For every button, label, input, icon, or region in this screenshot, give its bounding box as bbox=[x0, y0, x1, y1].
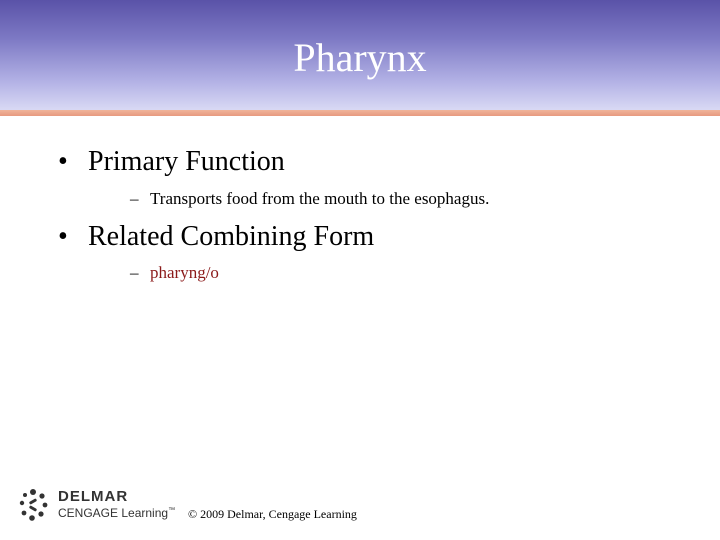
trademark-mark: ™ bbox=[168, 507, 176, 514]
bullet-glyph: • bbox=[58, 146, 68, 177]
bullet-primary-function bbox=[58, 145, 285, 179]
sub-item-combining-form bbox=[130, 262, 219, 284]
logo-cengage-text: CENGAGE Learning bbox=[58, 506, 169, 520]
logo-wordmark-cengage bbox=[58, 506, 175, 520]
delmar-logo-icon bbox=[18, 488, 48, 522]
slide-title: Pharynx bbox=[293, 35, 427, 80]
sub-glyph: – bbox=[130, 189, 139, 208]
bullet-combining-form bbox=[58, 220, 374, 254]
bullet-label: Related Combining Form bbox=[88, 221, 375, 252]
title-accent-rule bbox=[0, 110, 720, 116]
sub-item-text: pharyng/o bbox=[150, 263, 219, 282]
sub-item-function bbox=[130, 188, 489, 210]
bullet-glyph: • bbox=[58, 221, 68, 252]
copyright-notice: © 2009 Delmar, Cengage Learning bbox=[188, 507, 357, 521]
sub-glyph: – bbox=[130, 263, 139, 282]
sub-item-text: Transports food from the mouth to the esophagus. bbox=[150, 189, 490, 208]
logo-wordmark-delmar: DELMAR bbox=[58, 488, 129, 505]
bullet-label: Primary Function bbox=[88, 146, 285, 177]
delmar-cengage-logo bbox=[18, 488, 188, 524]
